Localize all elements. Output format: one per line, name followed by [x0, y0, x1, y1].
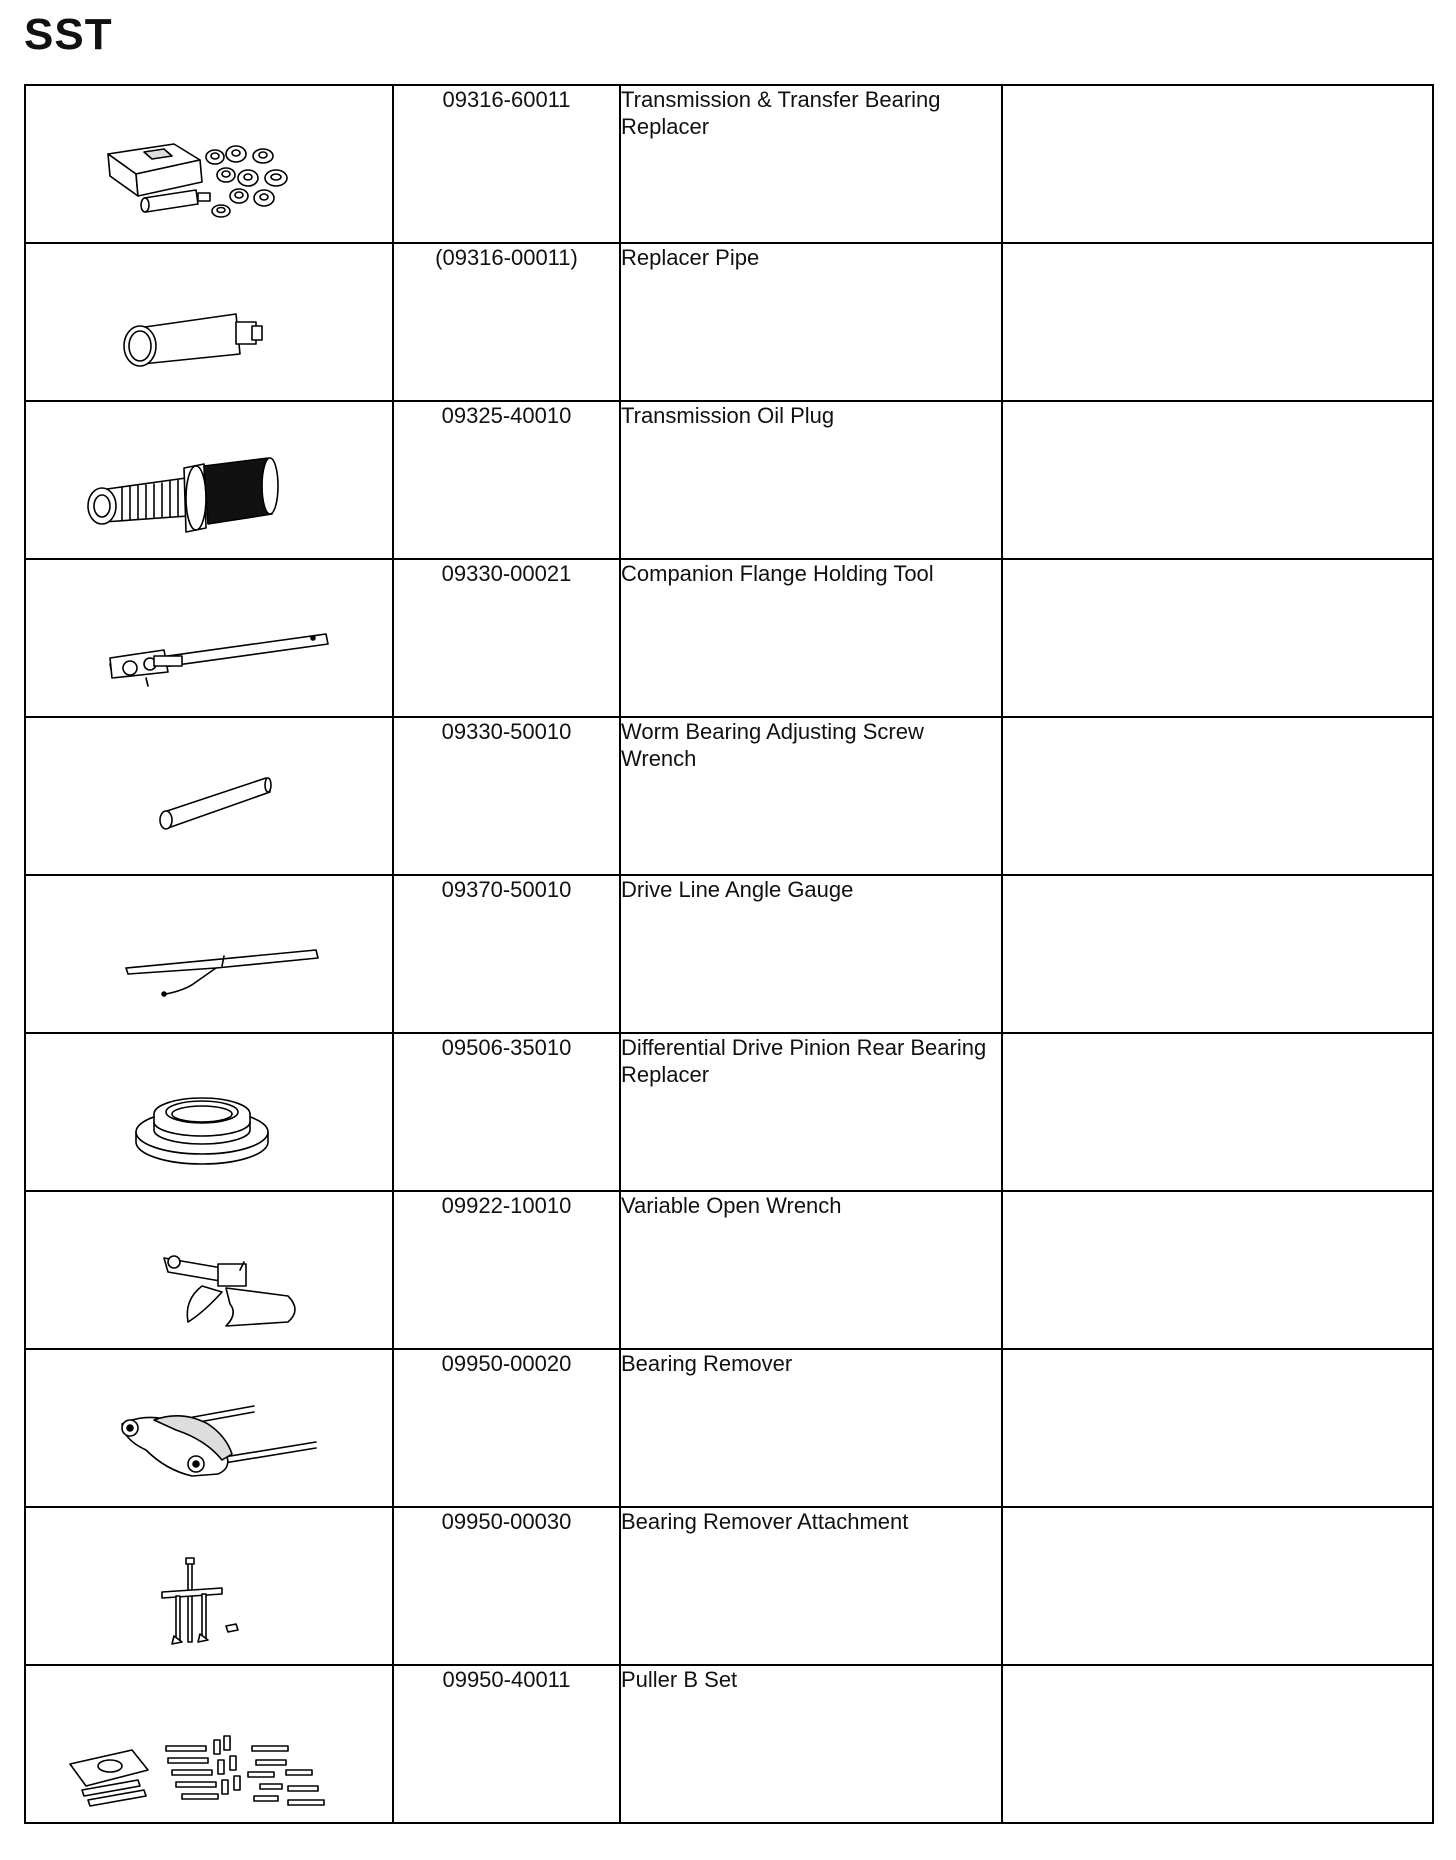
- notes-cell: [1002, 401, 1433, 559]
- tool-image-cell: [25, 1349, 393, 1507]
- tool-image-cell: [25, 401, 393, 559]
- notes-cell: [1002, 1665, 1433, 1823]
- tool-name: Transmission & Transfer Bearing Replacer: [620, 85, 1002, 243]
- part-number: 09922-10010: [393, 1191, 620, 1349]
- tool-name: Differential Drive Pinion Rear Bearing Replacer: [620, 1033, 1002, 1191]
- tool-image-cell: [25, 717, 393, 875]
- notes-cell: [1002, 717, 1433, 875]
- tool-name: Puller B Set: [620, 1665, 1002, 1823]
- notes-cell: [1002, 1033, 1433, 1191]
- part-number: (09316-00011): [393, 243, 620, 401]
- sst-table: [24, 84, 1434, 1824]
- part-number: 09950-40011: [393, 1665, 620, 1823]
- table-row: [25, 1191, 1433, 1349]
- part-number: 09325-40010: [393, 401, 620, 559]
- notes-cell: [1002, 1507, 1433, 1665]
- part-number: 09330-00021: [393, 559, 620, 717]
- adjusting-screw-wrench-icon: [26, 718, 392, 874]
- tool-name: Bearing Remover: [620, 1349, 1002, 1507]
- table-row: [25, 85, 1433, 243]
- part-number: 09950-00030: [393, 1507, 620, 1665]
- table-row: [25, 1665, 1433, 1823]
- pinion-bearing-replacer-icon: [26, 1034, 392, 1190]
- table-row: [25, 559, 1433, 717]
- part-number: 09506-35010: [393, 1033, 620, 1191]
- bearing-remover-attachment-icon: [26, 1508, 392, 1664]
- tool-image-cell: [25, 1665, 393, 1823]
- tool-name: Drive Line Angle Gauge: [620, 875, 1002, 1033]
- bearing-replacer-set-icon: [26, 86, 392, 242]
- replacer-pipe-icon: [26, 244, 392, 400]
- part-number: 09330-50010: [393, 717, 620, 875]
- table-row: [25, 243, 1433, 401]
- part-number: 09370-50010: [393, 875, 620, 1033]
- tool-name: Worm Bearing Adjusting Screw Wrench: [620, 717, 1002, 875]
- notes-cell: [1002, 85, 1433, 243]
- page-title: SST: [24, 10, 113, 59]
- tool-image-cell: [25, 1191, 393, 1349]
- flange-holding-tool-icon: [26, 560, 392, 716]
- tool-name: Variable Open Wrench: [620, 1191, 1002, 1349]
- notes-cell: [1002, 1349, 1433, 1507]
- tool-name: Replacer Pipe: [620, 243, 1002, 401]
- angle-gauge-icon: [26, 876, 392, 1032]
- tool-image-cell: [25, 559, 393, 717]
- variable-open-wrench-icon: [26, 1192, 392, 1348]
- table-row: [25, 875, 1433, 1033]
- table-row: [25, 1349, 1433, 1507]
- table-row: [25, 1033, 1433, 1191]
- tool-name: Bearing Remover Attachment: [620, 1507, 1002, 1665]
- tool-image-cell: [25, 875, 393, 1033]
- notes-cell: [1002, 243, 1433, 401]
- notes-cell: [1002, 1191, 1433, 1349]
- tool-image-cell: [25, 243, 393, 401]
- notes-cell: [1002, 875, 1433, 1033]
- oil-plug-icon: [26, 402, 392, 558]
- bearing-remover-icon: [26, 1350, 392, 1506]
- tool-name: Companion Flange Holding Tool: [620, 559, 1002, 717]
- tool-image-cell: [25, 85, 393, 243]
- part-number: 09316-60011: [393, 85, 620, 243]
- table-row: [25, 1507, 1433, 1665]
- tool-image-cell: [25, 1507, 393, 1665]
- table-row: [25, 401, 1433, 559]
- part-number: 09950-00020: [393, 1349, 620, 1507]
- tool-name: Transmission Oil Plug: [620, 401, 1002, 559]
- puller-b-set-icon: [26, 1666, 392, 1822]
- tool-image-cell: [25, 1033, 393, 1191]
- notes-cell: [1002, 559, 1433, 717]
- table-row: [25, 717, 1433, 875]
